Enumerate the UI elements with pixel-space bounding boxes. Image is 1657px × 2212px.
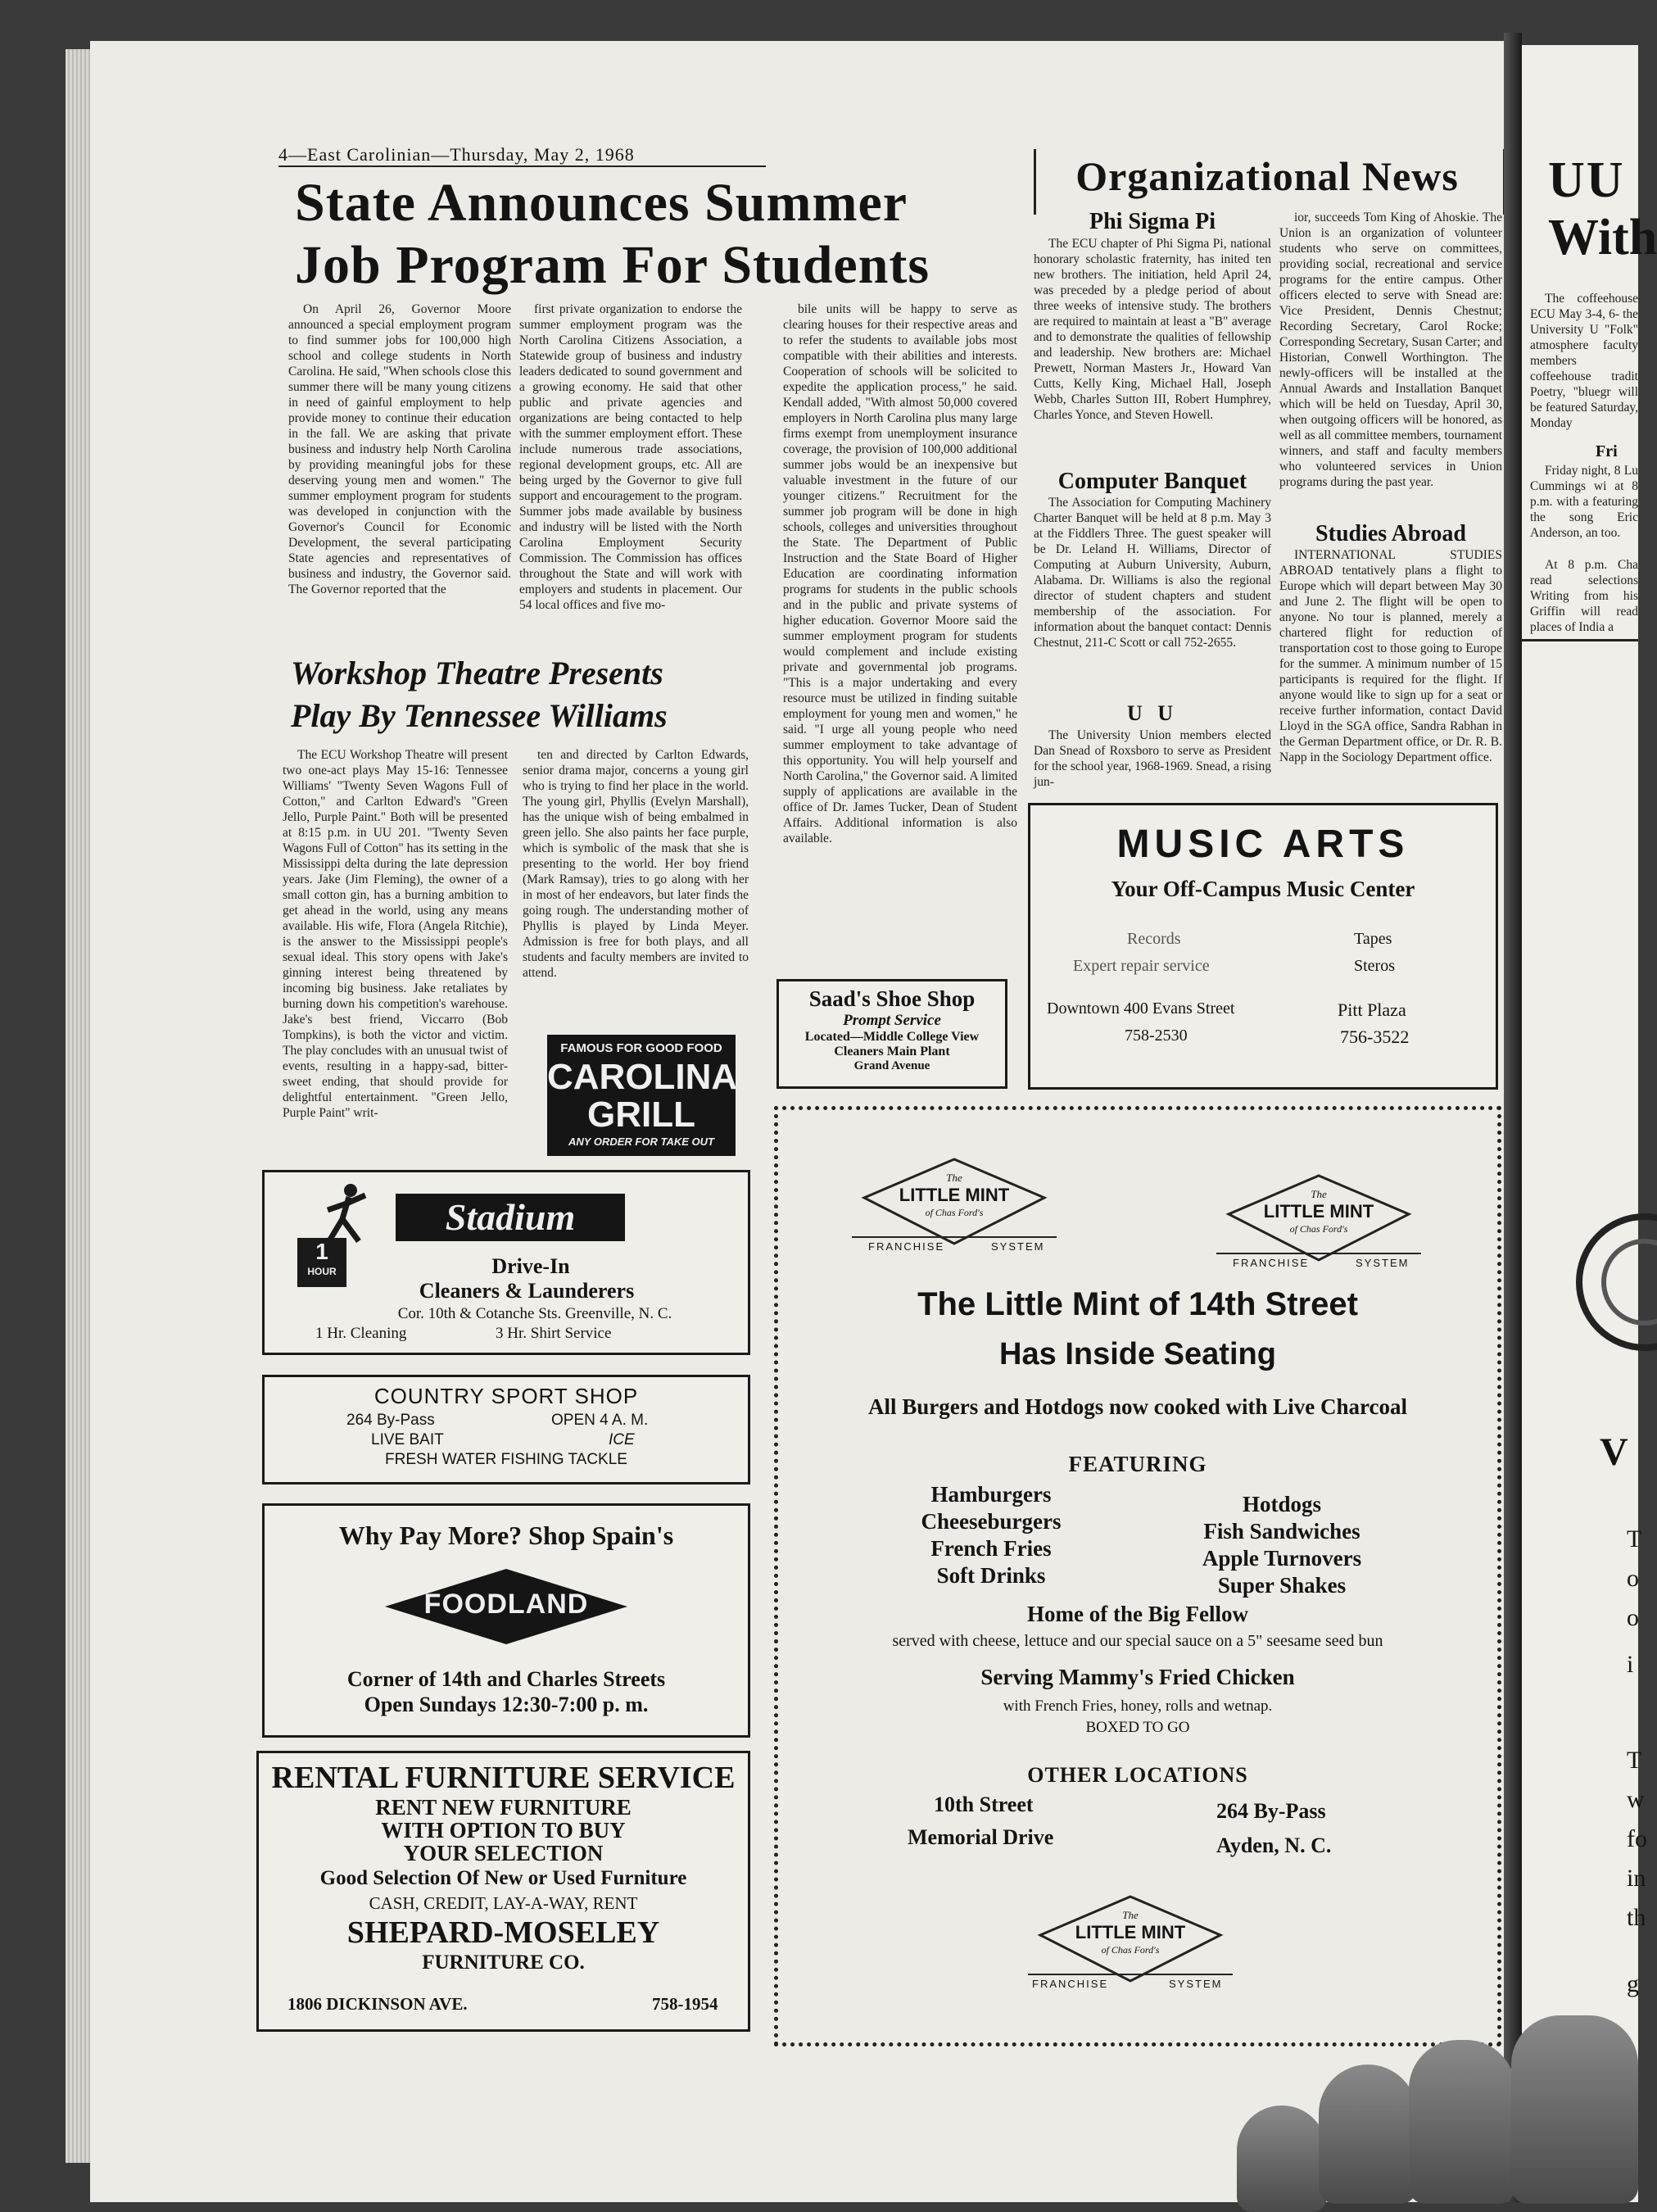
rental-line3: YOUR SELECTION xyxy=(403,1841,604,1865)
lead-story-col3 xyxy=(783,301,1017,957)
mint-big-fellow: Home of the Big Fellow xyxy=(1027,1602,1248,1626)
finger-shape-2 xyxy=(1319,2065,1417,2204)
computer-banquet-text: The Association for Computing Machinery Charter Banquet will be held at 8 p.m. May 3 at the Fiddlers Three. The guest speaker will be Dr. Leland H. Williams, Director of Computing at Auburn University, Auburn, Alabama. Dr. Williams is also the regional director of student chapters and student membership of the association. For information about the banquet contact: Dennis Chestnut, 211-C Scott or call 752-2655. xyxy=(1034,496,1271,650)
menu-item-hotdogs: Hotdogs xyxy=(1242,1492,1322,1516)
mint-logo-right-script: of Chas Ford's xyxy=(1289,1223,1348,1235)
little-mint-logo-bottom xyxy=(1028,1892,1233,1995)
saads-line1: Prompt Service xyxy=(843,1012,941,1029)
mint-logo-left-name: LITTLE MINT xyxy=(899,1185,1010,1205)
lead-headline-line1: State Announces Summer xyxy=(295,173,908,233)
mint-loc-ayden: Ayden, N. C. xyxy=(1216,1834,1332,1857)
uu-text: The University Union members elected Dan Snead of Roxsboro to serve as President for the school year, 1968-1969. Snead, a rising jun- xyxy=(1034,728,1271,789)
country-sport-bait: LIVE BAIT xyxy=(371,1431,444,1448)
uu-col xyxy=(1034,728,1271,789)
foodland-logo xyxy=(383,1567,629,1646)
frag-7: in xyxy=(1627,1865,1646,1892)
menu-item-soft-drinks: Soft Drinks xyxy=(936,1563,1046,1588)
finger-shape-4 xyxy=(1511,2015,1638,2204)
finger-shape-3 xyxy=(1409,2040,1515,2204)
next-page-fri: Fri xyxy=(1596,442,1618,460)
menu-item-super-shakes: Super Shakes xyxy=(1217,1573,1347,1598)
stadium-line1: Drive-In xyxy=(491,1254,570,1278)
studies-abroad-col xyxy=(1279,547,1502,793)
org-news-title: Organizational News xyxy=(1075,153,1459,199)
grill-name-line1: CAROLINA xyxy=(547,1057,738,1097)
mint-logo-bottom-script: of Chas Ford's xyxy=(1101,1944,1160,1956)
next-page-fragment xyxy=(1522,45,1657,2202)
stadium-line3: Cor. 10th & Cotanche Sts. Greenville, N. C. xyxy=(397,1305,672,1322)
spains-line1: Corner of 14th and Charles Streets xyxy=(346,1667,666,1691)
mint-other-locations: OTHER LOCATIONS xyxy=(1027,1763,1248,1787)
stadium-ad xyxy=(262,1170,750,1355)
rental-phone: 758-1954 xyxy=(652,1994,718,2014)
music-arts-title: MUSIC ARTS xyxy=(1116,823,1410,866)
next-page-text2: Friday night, 8 Lu Cummings wi at 8 p.m. with a featuring the song Eric Anderson, an too. xyxy=(1530,464,1638,540)
lead-story-col1 xyxy=(288,301,511,637)
phi-sigma-pi-text: The ECU chapter of Phi Sigma Pi, national honorary scholastic fraternity, has inited ten new brothers. The initiation, held April 24, was preceded by a pledge period of about three weeks of intensive study. The brothers are required to maintain at least a "B" average and to demonstrate the qualities of fellowship and leadership. New brothers are: Michael Prewett, Norman Masters Jr., Howard Van Cutts, Kelly King, Michael Hall, Joseph Webb, Charles Sutton III, Robert Humphrey, Charles Yonce, and Steven Howell. xyxy=(1034,237,1271,422)
mint-logo-left-the: The xyxy=(946,1172,962,1184)
menu-item-apple-turnovers: Apple Turnovers xyxy=(1202,1546,1362,1571)
frag-5: w xyxy=(1627,1786,1645,1813)
frag-6: fo xyxy=(1627,1825,1647,1852)
mint-loc-memorial: Memorial Drive xyxy=(908,1825,1054,1849)
country-sport-shop-ad xyxy=(262,1375,750,1484)
music-arts-steros: Steros xyxy=(1354,957,1395,975)
foodland-logo-text: FOODLAND xyxy=(423,1589,589,1620)
lead-headline xyxy=(295,172,934,297)
uu-right-col xyxy=(1279,210,1502,521)
next-page-fragments-c xyxy=(1627,1741,1647,1938)
next-page-illustration xyxy=(1571,1159,1645,1405)
theatre-story-col2 xyxy=(523,747,749,1026)
country-sport-addr: 264 By-Pass xyxy=(346,1412,435,1429)
next-page-text3: At 8 p.m. Cha read selections Writing from his Griffin will read places of India a xyxy=(1530,558,1638,634)
computer-banquet-col xyxy=(1034,495,1271,700)
mint-logo-right-system: SYSTEM xyxy=(1356,1257,1410,1269)
grill-takeout: ANY ORDER FOR TAKE OUT xyxy=(568,1135,714,1148)
frag-4: T xyxy=(1627,1747,1642,1774)
stadium-shirt-service: 3 Hr. Shirt Service xyxy=(496,1325,612,1342)
uu-right-text: ior, succeeds Tom King of Ahoskie. The Union is an organization of volunteer students who serve on committees, providing social, recreational and service programs for the entire campus. Other officers elected to serve with Snead are: Vice President, Dennis Chestnut; Recording Secretary, Carol Rocke; Corresponding Secretary, Susan Carter; and Historian, Conwell Worthington. The newly-officers will be installed at the Annual Awards and Installation Banquet which will be held on Tuesday, April 30, when outgoing officers will be honored, as well as all committee members, tournament winners, and staff and faculty members who volunteered services in Union programs during the past year. xyxy=(1279,211,1502,489)
spains-foodland-ad xyxy=(262,1503,750,1738)
runner-icon xyxy=(318,1182,375,1248)
country-sport-title: COUNTRY SPORT SHOP xyxy=(374,1384,639,1408)
next-page-col xyxy=(1530,291,1638,438)
mint-logo-left-script: of Chas Ford's xyxy=(925,1207,984,1218)
lead-story-col3-text: bile units will be happy to serve as clearing houses for their respective areas and to refer the students to available jobs most compatible with their abilities and interests. Cooperation of schools will be solicited to expedite the application process," he said. Kendall added, "With almost 50,000 covered employers in North Carolina plus many large firms exempt from unemployment insurance coverage, the provision of 100,000 additional summer jobs would be an inexpensive but valuable investment in the future of our younger citizens." Recruitment for the summer job program will be done in high schools, colleges and universities throughout the State. The Department of Public Instruction and the State Board of Higher Education are coordinating information programs for students in the public schools and in the public and private systems of higher education. Governor Moore said the summer employment program for students would complement and include existing private and governmental job programs. "This is a major undertaking and every resource must be utilized in finding suitable employment for young men and women," he said. "I urge all young people who need summer employment to take advantage of this opportunity. You will help yourself and North Carolina," the Governor said. A limited supply of applications are available in the office of Dr. James Tucker, Dean of Student Affairs. Additional information is also available. xyxy=(783,302,1017,845)
mint-chicken-desc: with French Fries, honey, rolls and wetnap. xyxy=(1003,1698,1273,1715)
music-arts-downtown-phone: 758-2530 xyxy=(1125,1027,1188,1045)
saads-shoe-shop-ad xyxy=(776,979,1007,1089)
next-page-fragments-a xyxy=(1627,1520,1641,1638)
stadium-cleaning: 1 Hr. Cleaning xyxy=(315,1325,407,1342)
next-page-col2 xyxy=(1530,463,1638,553)
frag-0: T xyxy=(1627,1525,1642,1552)
binding-gutter xyxy=(1504,33,1522,2202)
theatre-headline-line1: Workshop Theatre Presents xyxy=(291,655,663,691)
music-arts-pitt: Pitt Plaza xyxy=(1338,999,1406,1020)
badge-word: HOUR xyxy=(307,1266,337,1277)
stadium-line2: Cleaners & Launderers xyxy=(419,1279,635,1303)
menu-item-cheeseburgers: Cheeseburgers xyxy=(921,1509,1062,1534)
lead-story-col2 xyxy=(519,301,742,637)
badge-number: 1 xyxy=(315,1239,328,1264)
mint-menu-right xyxy=(1163,1491,1401,1599)
folio-line: 4—East Carolinian—Thursday, May 2, 1968 xyxy=(278,144,635,165)
menu-item-fish-sandwiches: Fish Sandwiches xyxy=(1203,1519,1360,1543)
mint-logo-right-name: LITTLE MINT xyxy=(1263,1201,1374,1222)
mint-boxed: BOXED TO GO xyxy=(1085,1719,1190,1736)
mint-logo-right-franchise: FRANCHISE xyxy=(1233,1257,1310,1269)
spains-line2: Open Sundays 12:30-7:00 p. m. xyxy=(364,1693,649,1716)
rental-company-name: SHEPARD-MOSELEY xyxy=(346,1915,660,1950)
mint-logo-bottom-the: The xyxy=(1122,1909,1139,1921)
studies-abroad-text: INTERNATIONAL STUDIES ABROAD tentatively plans a flight to Europe which will depart between May 30 and June 2. The flight will be open to anyone. No tour is planned, merely a chartered flight for reduction of transportation cost to those going to Europe for the summer. A minimum number of 15 participants is required for the flight. If anyone would like to sign up for a seat or receive further information, contact David Lloyd in the SGA office, Sandra Rabhan in the German Department office, or Dr. R. B. Napp in the Sociology Department office. xyxy=(1279,548,1502,764)
rental-title: RENTAL FURNITURE SERVICE xyxy=(271,1761,736,1795)
little-mint-logo-left xyxy=(852,1155,1057,1258)
mint-menu-left xyxy=(885,1481,1098,1589)
phi-sigma-pi-col xyxy=(1034,236,1271,465)
saads-line4: Grand Avenue xyxy=(853,1059,930,1072)
mint-charcoal: All Burgers and Hotdogs now cooked with Live Charcoal xyxy=(867,1394,1408,1419)
theatre-headline-line2: Play By Tennessee Williams xyxy=(291,697,668,734)
finger-shape-1 xyxy=(1237,2105,1327,2212)
next-page-fragment-d: g xyxy=(1627,1970,1639,1997)
mint-logo-left-franchise: FRANCHISE xyxy=(868,1240,945,1253)
country-sport-ice: ICE xyxy=(609,1431,635,1448)
music-arts-tapes: Tapes xyxy=(1354,930,1392,948)
next-page-headline2: With xyxy=(1548,210,1657,265)
stadium-logo: Stadium xyxy=(396,1194,625,1241)
next-page-col3 xyxy=(1530,557,1638,635)
music-arts-pitt-phone: 756-3522 xyxy=(1340,1027,1410,1047)
next-page-rule xyxy=(1522,639,1638,641)
music-arts-records: Records xyxy=(1127,930,1181,948)
frag-2: o xyxy=(1627,1604,1639,1631)
rental-line2: WITH OPTION TO BUY xyxy=(381,1818,626,1843)
rental-furniture-ad xyxy=(256,1751,750,2032)
saads-line3: Cleaners Main Plant xyxy=(834,1045,950,1058)
mint-big-fellow-desc: served with cheese, lettuce and our special sauce on a 5" seesame seed bun xyxy=(892,1632,1383,1650)
studies-abroad-head: Studies Abroad xyxy=(1315,521,1466,546)
saads-title: Saad's Shoe Shop xyxy=(808,986,976,1011)
mint-logo-bottom-system: SYSTEM xyxy=(1169,1978,1223,1990)
next-page-headline1: UU xyxy=(1548,152,1625,208)
menu-item-hamburgers: Hamburgers xyxy=(930,1482,1052,1507)
frag-8: th xyxy=(1627,1904,1646,1931)
menu-item-french-fries: French Fries xyxy=(930,1536,1052,1561)
saads-line2: Located—Middle College View xyxy=(804,1030,980,1044)
rental-line1: RENT NEW FURNITURE xyxy=(375,1795,632,1820)
mint-logo-right-the: The xyxy=(1311,1188,1327,1200)
rental-address: 1806 DICKINSON AVE. xyxy=(287,1994,468,2014)
mint-loc-bypass: 264 By-Pass xyxy=(1216,1799,1326,1823)
music-arts-downtown: Downtown 400 Evans Street xyxy=(1047,999,1235,1018)
uu-head: U U xyxy=(1126,701,1179,725)
next-page-text: The coffeehouse ECU May 3-4, 6- the University U "Folk" atmosphere faculty members coffeehouse tradit Poetry, "bluegr will be featured Saturday, Monday xyxy=(1530,292,1638,430)
frag-1: o xyxy=(1627,1565,1639,1592)
little-mint-logo-right xyxy=(1216,1172,1421,1274)
music-arts-subtitle: Your Off-Campus Music Center xyxy=(1111,877,1415,901)
country-sport-hours: OPEN 4 A. M. xyxy=(551,1412,649,1429)
carolina-grill-ad xyxy=(547,1035,736,1156)
phi-sigma-pi-head: Phi Sigma Pi xyxy=(1089,209,1216,234)
next-page-fragment-b: i xyxy=(1627,1651,1634,1678)
theatre-story-col1-text: The ECU Workshop Theatre will present two one-act plays May 15-16: Tennessee Williams' "Twenty Seven Wagons Full of Cotton," and Carlton Edward's "Green Jello, Purple Paint." Both will be presented at 8:15 p.m. in UU 201. "Twenty Seven Wagons Full of Cotton" has its setting in the Mississippi delta during the late depression years. Jake (Jim Fleming), the owner of a small cotton gin, has a burning ambition to get ahead in the world, using any means available. His wife, Flora (Angela Ritchie), is the answer to the Mississippi people's sexual ideal. This story opens with Jake's ginning interest being threatened by incoming big business. Jake retaliates by burning down his competition's warehouse. Jake's best friend, Viccarro (Bob Tompkins), is both the victor and victim. The play concludes with an unusual twist of events, resulting in a happy-sad, bitter-sweet ending, that should provide for delightful entertainment. "Green Jello, Purple Paint" writ- xyxy=(283,748,508,1120)
rental-company-type: FURNITURE CO. xyxy=(422,1951,585,1974)
music-arts-ad xyxy=(1028,803,1498,1090)
spains-title: Why Pay More? Shop Spain's xyxy=(338,1521,674,1550)
computer-banquet-head: Computer Banquet xyxy=(1057,469,1247,494)
mint-loc-10th: 10th Street xyxy=(934,1793,1034,1816)
lead-headline-line2: Job Program For Students xyxy=(295,235,930,295)
theatre-story-col2-text: ten and directed by Carlton Edwards, senior drama major, concerns a young girl who is trying to find her place in the world. The young girl, Phyllis (Evelyn Marshall), has the unique wish of being embalmed in green jello. She also paints her face purple, which is symbolic of the mask that she is presenting to the world. Her boy friend (Mark Ramsay), tries to go along with her in most of her endeavors, but later finds the going rough. The understanding mother of Phyllis is played by Linda Meyer. Admission is free for both plays, and all students and faculty members are invited to attend. xyxy=(523,748,749,980)
lead-story-col2-text: first private organization to endorse the summer employment program was the North Carolina Citizens Association, a Statewide group of business and industry leaders dedicated to sound government and a growing economy. He said that other public and private agencies and organizations are being contacted to help with the summer employment effort. These include numerous trade associations, regional development groups, etc. All are being urged by the Governor to give full support and encouragement to the program. Summer jobs made available by business and industry will be listed with the North Carolina Employment Security Commission. The Commission has offices throughout the State and will work with employers and students in placement. Our 54 local offices and five mo- xyxy=(519,302,742,612)
mint-headline2: Has Inside Seating xyxy=(999,1337,1276,1371)
mint-headline1: The Little Mint of 14th Street xyxy=(917,1286,1358,1322)
rental-line5: CASH, CREDIT, LAY-A-WAY, RENT xyxy=(369,1893,638,1913)
next-page-big-letter: V xyxy=(1600,1430,1628,1474)
mint-featuring: FEATURING xyxy=(1068,1452,1207,1476)
mint-logo-left-system: SYSTEM xyxy=(991,1240,1045,1253)
folio-rule xyxy=(278,165,766,167)
lead-story-col1-text: On April 26, Governor Moore announced a special employment program to find summer jobs for 100,000 high school and college students in North Carolina. He said, "When schools close this summer there will be many young citizens in need of gainful employment to help provide money to continue their education in the fall. We are asking that private business and industry help North Carolina by providing meaningful jobs for these deserving young men and women." The summer employment program for students was developed in conjunction with the Governor's Council for Economic Development, the several participating State agencies and representatives of business and industry, the Governor said. The Governor reported that the xyxy=(288,302,511,596)
music-arts-repair: Expert repair service xyxy=(1073,957,1210,975)
mint-chicken: Serving Mammy's Fried Chicken xyxy=(980,1665,1295,1689)
country-sport-tackle: FRESH WATER FISHING TACKLE xyxy=(385,1451,627,1468)
grill-tagline: FAMOUS FOR GOOD FOOD xyxy=(560,1041,722,1055)
grill-name-line2: GRILL xyxy=(587,1095,695,1135)
theatre-headline xyxy=(291,652,749,737)
rental-line4: Good Selection Of New or Used Furniture xyxy=(319,1867,687,1889)
mint-logo-bottom-name: LITTLE MINT xyxy=(1075,1922,1186,1942)
mint-logo-bottom-franchise: FRANCHISE xyxy=(1032,1978,1109,1990)
theatre-story-col1 xyxy=(283,747,508,1155)
